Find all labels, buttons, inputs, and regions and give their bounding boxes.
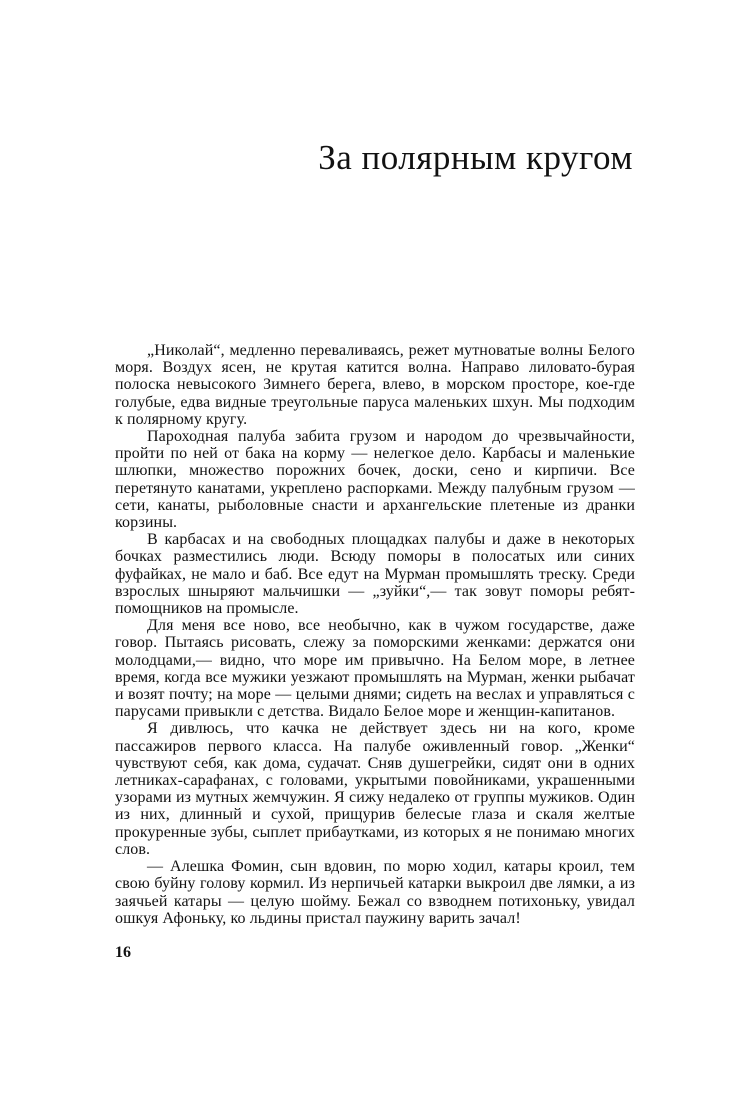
paragraph: Я дивлюсь, что качка не действует здесь ни на кого, кроме пассажиров первого класса. На палубе оживленный говор. „Женки“ чувствуют себя, как дома, судачат. Сняв душегрейки, сидят они в одних летниках-сарафанах, с головами, укрытыми повойниками, украшенными узорами из мутных жемчужин. Я сижу недалеко от группы мужиков. Один из них, длинный и сухой, прищурив белесые глаза и скаля желтые прокуренные зубы, сыплет прибаутками, из которых я не понимаю многих слов. (115, 720, 635, 858)
body-text (115, 342, 635, 927)
page-number: 16 (115, 944, 131, 961)
chapter-title: За полярным кругом (318, 138, 633, 177)
paragraph: „Николай“, медленно переваливаясь, режет мутноватые волны Белого моря. Воздух ясен, не крутая катится волна. Направо лиловато-бурая полоска невысокого Зимнего берега, влево, в морском просторе, кое-где голубые, едва видные треугольные паруса маленьких шхун. Мы подходим к полярному кругу. (115, 342, 635, 428)
paragraph: В карбасах и на свободных площадках палубы и даже в некоторых бочках разместились люди. Всюду поморы в полосатых или синих фуфайках, не мало и баб. Все едут на Мурман промышлять треску. Среди взрослых шныряют мальчишки — „зуйки“,— так зовут поморы ребят-помощников на промысле. (115, 531, 635, 618)
paragraph: — Алешка Фомин, сын вдовин, по морю ходил, катары кроил, тем свою буйну голову кормил. Из нерпичьей катарки выкроил две лямки, а из заячьей катары — целую шойму. Бежал со взводнем потихоньку, увидал ошкуя Афоньку, ко льдины пристал паужину варить зачал! (115, 858, 635, 927)
paragraph: Пароходная палуба забита грузом и народом до чрезвычайности, пройти по ней от бака на корму — нелегкое дело. Карбасы и маленькие шлюпки, множество порожних бочек, доски, сено и кирпичи. Все перетянуто канатами, укреплено распорками. Между палубным грузом — сети, канаты, рыболовные снасти и архангельские плетеные из дранки корзины. (115, 428, 635, 532)
paragraph: Для меня все ново, все необычно, как в чужом государстве, даже говор. Пытаясь рисовать, слежу за поморскими женками: держатся они молодцами,— видно, что море им привычно. На Белом море, в летнее время, когда все мужики уезжают промышлять на Мурман, женки рыбачат и возят почту; на море — целыми днями; сидеть на веслах и управляться с парусами привыкли с детства. Видало Белое море и женщин-капитанов. (115, 617, 635, 721)
